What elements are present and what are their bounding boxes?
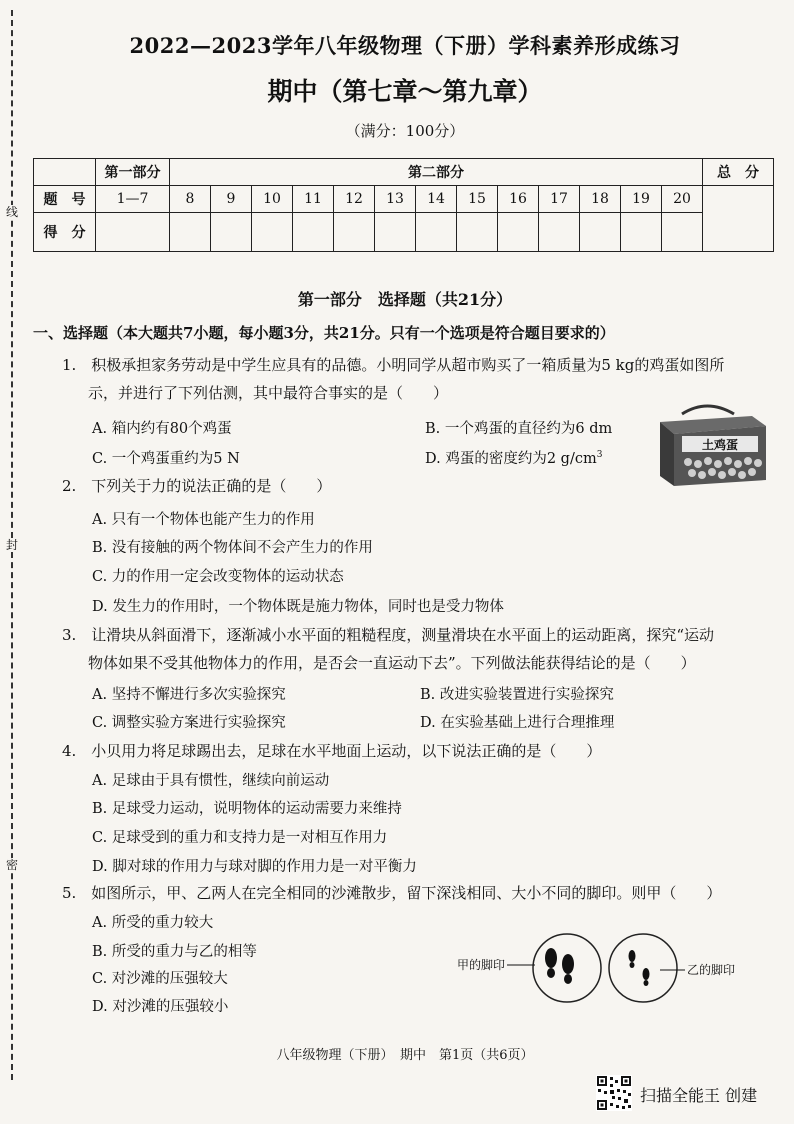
footprints-figure bbox=[455, 928, 770, 1014]
qno-cell: 9 bbox=[211, 186, 252, 213]
q1-stem-line2: 示，并进行了下列估测，其中最符合事实的是（ ） bbox=[88, 384, 449, 402]
score-cell[interactable] bbox=[293, 213, 334, 252]
q3-option-b[interactable]: B. 改进实验装置进行实验探究 bbox=[420, 687, 614, 703]
row-label-qno: 题 号 bbox=[34, 186, 96, 213]
q4-option-b[interactable]: B. 足球受力运动，说明物体的运动需要力来维持 bbox=[92, 801, 402, 817]
score-cell[interactable] bbox=[211, 213, 252, 252]
q3-stem-line1: 3. 让滑块从斜面滑下，逐渐减小水平面的粗糙程度，测量滑块在水平面上的运动距离，探究“运动 bbox=[62, 626, 714, 644]
qno-cell: 13 bbox=[375, 186, 416, 213]
label-jia-footprint: 甲的脚印 bbox=[457, 958, 506, 972]
qno-cell: 20 bbox=[662, 186, 703, 213]
q5-option-b[interactable]: B. 所受的重力与乙的相等 bbox=[92, 944, 257, 960]
q5-stem: 5. 如图所示，甲、乙两人在完全相同的沙滩散步，留下深浅相同、大小不同的脚印。则甲（ ） bbox=[62, 884, 722, 902]
section-instruction: 一、选择题（本大题共7小题，每小题3分，共21分。只有一个选项是符合题目要求的） bbox=[33, 324, 615, 342]
page-footer: 八年级物理（下册） 期中 第1页（共6页） bbox=[276, 1048, 534, 1063]
yi-footprints-icon bbox=[629, 950, 650, 986]
table-corner bbox=[34, 159, 96, 186]
qno-cell: 10 bbox=[252, 186, 293, 213]
yi-footprint-circle bbox=[609, 934, 677, 1002]
side-mark-mi: 密 bbox=[5, 858, 18, 872]
score-cell[interactable] bbox=[457, 213, 498, 252]
q3-stem-line2: 物体如果不受其他物体力的作用，是否会一直运动下去”。下列做法能获得结论的是（ ） bbox=[88, 654, 696, 672]
q1-stem-line1: 1. 积极承担家务劳动是中学生应具有的品德。小明同学从超市购买了一箱质量为5 kg的鸡蛋如图所 bbox=[62, 356, 725, 374]
q1-option-d-text: D. 鸡蛋的密度约为2 g/cm bbox=[425, 451, 597, 467]
qno-cell: 18 bbox=[580, 186, 621, 213]
q1-option-d-exponent: 3 bbox=[596, 450, 603, 461]
score-cell[interactable] bbox=[252, 213, 293, 252]
q3-option-c[interactable]: C. 调整实验方案进行实验探究 bbox=[92, 715, 286, 731]
exam-subtitle: 期中（第七章～第九章） bbox=[267, 77, 543, 106]
score-table bbox=[33, 158, 774, 252]
score-cell[interactable] bbox=[662, 213, 703, 252]
q5-option-d[interactable]: D. 对沙滩的压强较小 bbox=[92, 999, 229, 1015]
qno-cell: 15 bbox=[457, 186, 498, 213]
q3-option-d[interactable]: D. 在实验基础上进行合理推理 bbox=[420, 715, 615, 731]
q2-option-c[interactable]: C. 力的作用一定会改变物体的运动状态 bbox=[92, 569, 344, 585]
q2-option-a[interactable]: A. 只有一个物体也能产生力的作用 bbox=[92, 512, 315, 528]
score-cell[interactable] bbox=[621, 213, 662, 252]
q2-option-b[interactable]: B. 没有接触的两个物体间不会产生力的作用 bbox=[92, 540, 373, 556]
score-cell[interactable] bbox=[416, 213, 457, 252]
egg-box-image bbox=[652, 400, 770, 488]
label-yi-footprint: 乙的脚印 bbox=[687, 963, 736, 977]
qno-cell: 8 bbox=[170, 186, 211, 213]
qr-code-icon bbox=[596, 1075, 632, 1111]
q4-option-d[interactable]: D. 脚对球的作用力与球对脚的作用力是一对平衡力 bbox=[92, 859, 417, 875]
q3-option-a[interactable]: A. 坚持不懈进行多次实验探究 bbox=[92, 687, 286, 703]
q2-stem: 2. 下列关于力的说法正确的是（ ） bbox=[62, 477, 332, 495]
qno-cell: 12 bbox=[334, 186, 375, 213]
q4-option-a[interactable]: A. 足球由于具有惯性，继续向前运动 bbox=[92, 773, 330, 789]
qno-cell: 17 bbox=[539, 186, 580, 213]
q2-option-d[interactable]: D. 发生力的作用时，一个物体既是施力物体，同时也是受力物体 bbox=[92, 599, 504, 615]
q5-option-a[interactable]: A. 所受的重力较大 bbox=[92, 915, 214, 931]
side-mark-feng: 封 bbox=[5, 538, 18, 552]
qno-cell: 1—7 bbox=[96, 186, 170, 213]
part2-header: 第二部分 bbox=[170, 159, 703, 186]
q4-option-c[interactable]: C. 足球受到的重力和支持力是一对相互作用力 bbox=[92, 830, 388, 846]
section-heading: 第一部分 选择题（共21分） bbox=[297, 290, 513, 309]
part1-header: 第一部分 bbox=[96, 159, 170, 186]
score-cell[interactable] bbox=[539, 213, 580, 252]
total-score-cell[interactable] bbox=[703, 186, 774, 252]
scanner-watermark: 扫描全能王 创建 bbox=[640, 1086, 758, 1105]
side-mark-xian: 线 bbox=[5, 205, 18, 219]
q1-option-c[interactable]: C. 一个鸡蛋重约为5 N bbox=[92, 451, 240, 467]
jia-footprints-icon bbox=[545, 948, 574, 984]
egg-box-label: 土鸡蛋 bbox=[701, 438, 739, 452]
qno-cell: 19 bbox=[621, 186, 662, 213]
qno-cell: 14 bbox=[416, 186, 457, 213]
row-label-score: 得 分 bbox=[34, 213, 96, 252]
q1-option-b[interactable]: B. 一个鸡蛋的直径约为6 dm bbox=[425, 421, 613, 437]
qno-cell: 11 bbox=[293, 186, 334, 213]
q1-option-a[interactable]: A. 箱内约有80个鸡蛋 bbox=[92, 421, 232, 437]
qno-cell: 16 bbox=[498, 186, 539, 213]
q1-option-d[interactable] bbox=[425, 447, 602, 468]
q4-stem: 4. 小贝用力将足球踢出去，足球在水平地面上运动，以下说法正确的是（ ） bbox=[62, 742, 602, 760]
total-header: 总 分 bbox=[703, 159, 774, 186]
score-cell[interactable] bbox=[96, 213, 170, 252]
exam-title: 2022—2023学年八年级物理（下册）学科素养形成练习 bbox=[129, 33, 681, 58]
q5-option-c[interactable]: C. 对沙滩的压强较大 bbox=[92, 971, 228, 987]
full-score-note: （满分：100分） bbox=[345, 122, 465, 140]
score-cell[interactable] bbox=[580, 213, 621, 252]
score-cell[interactable] bbox=[170, 213, 211, 252]
score-cell[interactable] bbox=[334, 213, 375, 252]
score-cell[interactable] bbox=[375, 213, 416, 252]
score-cell[interactable] bbox=[498, 213, 539, 252]
